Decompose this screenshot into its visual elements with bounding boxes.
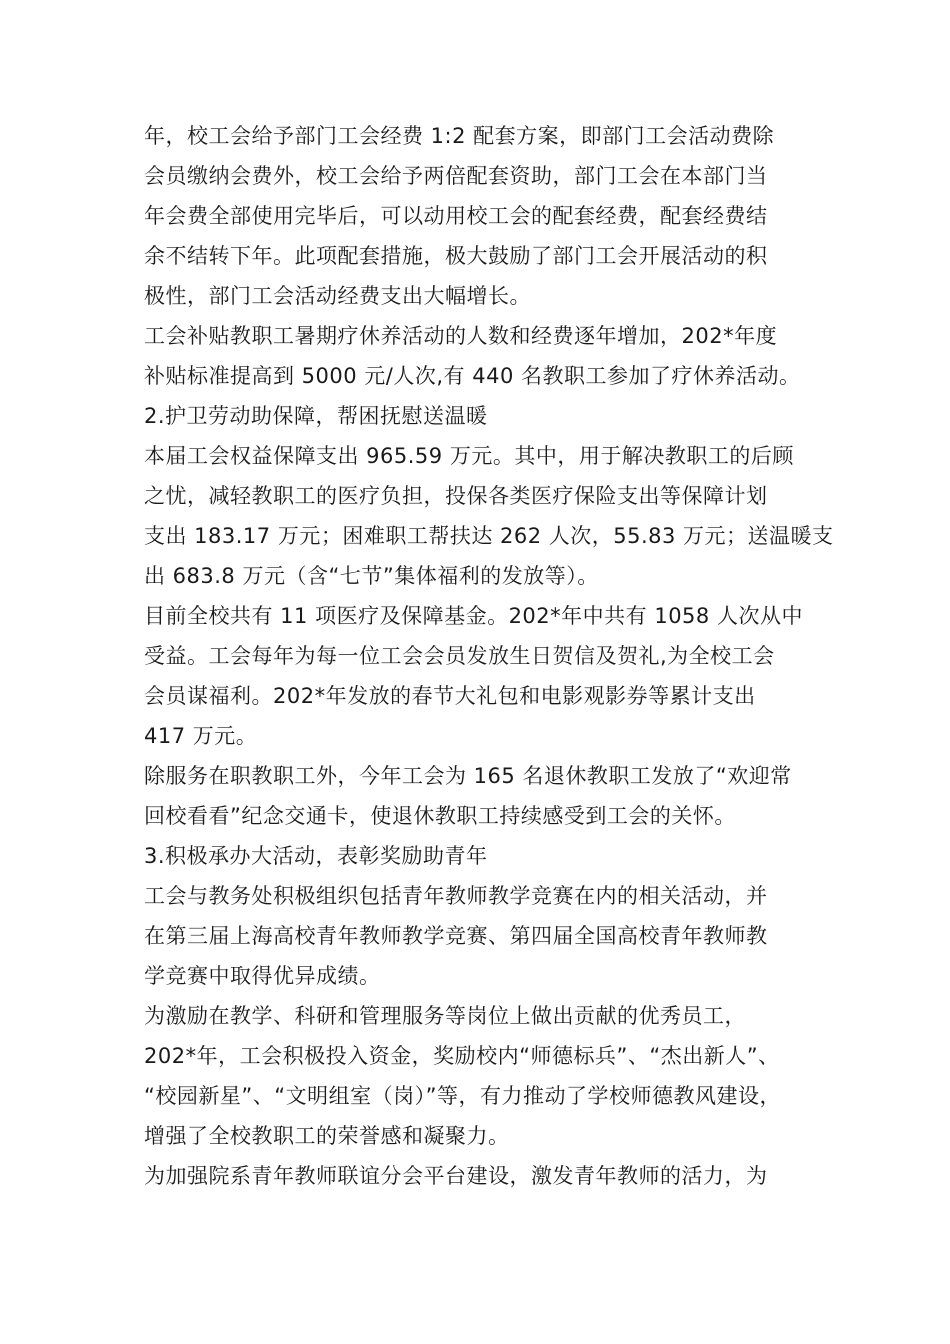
text-line: 除服务在职教职工外，今年工会为 165 名退休教职工发放了“欢迎常 <box>144 764 792 788</box>
text-line: 年会费全部使用完毕后，可以动用校工会的配套经费，配套经费结 <box>144 204 768 228</box>
text-line: 出 683.8 万元（含“七节”集体福利的发放等）。 <box>144 564 599 588</box>
text-line: 为加强院系青年教师联谊分会平台建设，激发青年教师的活力，为 <box>144 1164 768 1188</box>
text-line: 回校看看”纪念交通卡，使退休教职工持续感受到工会的关怀。 <box>144 804 736 828</box>
section-heading: 2.护卫劳动助保障，帮困抚慰送温暖 <box>144 404 488 428</box>
text-line: 学竞赛中取得优异成绩。 <box>144 964 381 988</box>
text-line: 本届工会权益保障支出 965.59 万元。其中，用于解决教职工的后顾 <box>144 444 794 468</box>
text-line: 支出 183.17 万元；困难职工帮扶达 262 人次，55.83 万元；送温暖支 <box>144 524 834 548</box>
text-line: 工会与教务处积极组织包括青年教师教学竞赛在内的相关活动，并 <box>144 884 768 908</box>
text-line: 目前全校共有 11 项医疗及保障基金。202*年中共有 1058 人次从中 <box>144 604 803 628</box>
text-line: 在第三届上海高校青年教师教学竞赛、第四届全国高校青年教师教 <box>144 924 768 948</box>
text-line: 增强了全校教职工的荣誉感和凝聚力。 <box>144 1124 510 1148</box>
text-line: 会员谋福利。202*年发放的春节大礼包和电影观影券等累计支出 <box>144 684 756 708</box>
text-line: 补贴标准提高到 5000 元/人次,有 440 名教职工参加了疗休养活动。 <box>144 364 801 388</box>
text-line: 之忧，减轻教职工的医疗负担，投保各类医疗保险支出等保障计划 <box>144 484 768 508</box>
text-line: 417 万元。 <box>144 724 258 748</box>
text-line: 余不结转下年。此项配套措施，极大鼓励了部门工会开展活动的积 <box>144 244 768 268</box>
section-heading: 3.积极承办大活动，表彰奖励助青年 <box>144 844 488 868</box>
text-line: 极性，部门工会活动经费支出大幅增长。 <box>144 284 531 308</box>
text-line: 会员缴纳会费外，校工会给予两倍配套资助，部门工会在本部门当 <box>144 164 768 188</box>
text-line: “校园新星”、“文明组室（岗）”等，有力推动了学校师德教风建设， <box>144 1084 782 1108</box>
text-line: 202*年，工会积极投入资金，奖励校内“师德标兵”、“杰出新人”、 <box>144 1044 780 1068</box>
text-line: 年，校工会给予部门工会经费 1:2 配套方案，即部门工会活动费除 <box>144 124 775 148</box>
text-line: 受益。工会每年为每一位工会会员发放生日贺信及贺礼,为全校工会 <box>144 644 775 668</box>
text-line: 为激励在教学、科研和管理服务等岗位上做出贡献的优秀员工， <box>144 1004 746 1028</box>
document-body <box>144 116 834 1196</box>
text-line: 工会补贴教职工暑期疗休养活动的人数和经费逐年增加，202*年度 <box>144 324 778 348</box>
